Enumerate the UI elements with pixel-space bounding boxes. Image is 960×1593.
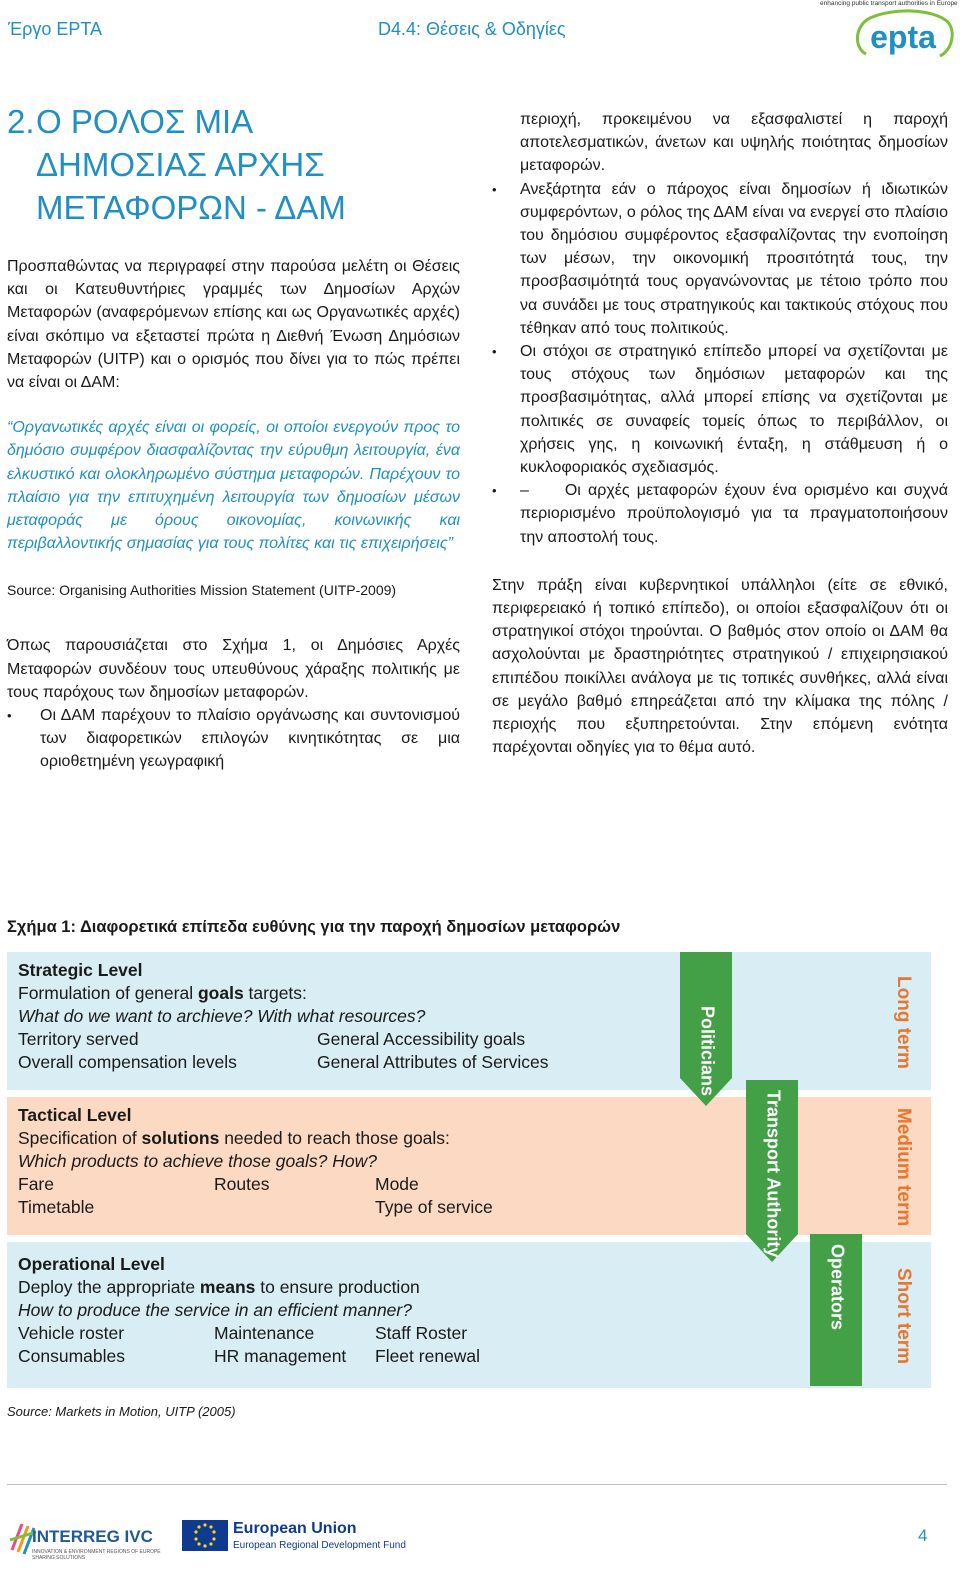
text-part: to ensure production [255, 1277, 420, 1297]
eu-fund-name: European Regional Development Fund [233, 1540, 406, 1551]
text-part: Formulation of general [18, 983, 198, 1003]
medium-term-label: Medium term [893, 1108, 914, 1227]
text-bold: goals [197, 983, 244, 1003]
text-part: Deploy the appropriate [18, 1277, 200, 1297]
operational-item: Fleet renewal [375, 1346, 481, 1366]
operational-item: Vehicle roster [18, 1323, 125, 1343]
tactical-level-question: Which products to achieve those goals? How? [18, 1151, 377, 1171]
operational-item: Staff Roster [375, 1323, 468, 1343]
interreg-name: INTERREG IVC [32, 1527, 153, 1546]
short-term-label: Short term [893, 1268, 914, 1365]
figure-intro-paragraph: Όπως παρουσιάζεται στο Σχήμα 1, οι Δημόσιες Αρχές Μεταφορών συνδέουν τους υπευθύνους χάραξης πολιτικής με τους παρόχους των δημοσίων μεταφορών. [7, 637, 460, 701]
list-item: • Ανεξάρτητα εάν ο πάροχος είναι δημοσίων ή ιδιωτικών συμφερόντων, ο ρόλος της ΔΑΜ είναι να ενεργεί στο πλαίσιο του δημόσιου συμφέροντος εξασφαλίζοντας την ενοποίηση των μέσων, την οικονομική προσιτότητά τους, την προσβασιμότητά τους οργανώνοντας με τέτοιο τρόπο που να συνάδει με τους στρατηγικούς και τακτικούς στόχους που τέθηκαν από τους πολιτικούς. [492, 178, 948, 340]
strategic-level-question: What do we want to archieve? With what resources? [18, 1006, 426, 1026]
left-column [7, 100, 460, 774]
tactical-item: Routes [214, 1174, 270, 1194]
footer-divider [7, 1484, 947, 1485]
figure-source: Source: Markets in Motion, UITP (2005) [7, 1404, 236, 1419]
tactical-item: Mode [375, 1174, 419, 1194]
figure-title: Σχήμα 1: Διαφορετικά επίπεδα ευθύνης για την παροχή δημοσίων μεταφορών [7, 918, 621, 936]
list-item: • – Οι αρχές μεταφορών έχουν ένα ορισμένο και συχνά περιορισμένο προϋπολογισμό για τα πραγματοποιήσουν την αποστολή τους. [492, 479, 948, 549]
tactical-item: Type of service [375, 1197, 493, 1217]
interreg-subtitle: INNOVATION & ENVIRONMENT REGIONS OF EUROPE SHARING SOLUTIONS [32, 1549, 161, 1561]
logo-text: epta [870, 19, 936, 55]
epta-logo-icon [852, 8, 954, 60]
list-item-continued: περιοχή, προκειμένου να εξασφαλιστεί η παροχή αποτελεσματικών, άνετων και υψηλής ποιότητας δημοσίων μεταφορών. [520, 111, 948, 175]
text-bold: means [199, 1277, 256, 1297]
strategic-item: General Accessibility goals [317, 1029, 526, 1049]
eu-flag-icon [182, 1520, 228, 1551]
strategic-item: General Attributes of Services [317, 1052, 549, 1072]
operational-item: HR management [214, 1346, 347, 1366]
transport-authority-label: Transport Authority [763, 1090, 784, 1258]
logo-tagline: enhancing public transport authorities in Europe [820, 0, 958, 7]
text-part: targets: [243, 983, 307, 1003]
operational-item: Consumables [18, 1346, 125, 1366]
deliverable-name: D4.4: Θέσεις & Οδηγίες [378, 19, 566, 39]
right-column [492, 108, 948, 759]
strategic-level-title: Strategic Level [18, 960, 143, 980]
list-item: • Οι ΔΑΜ παρέχουν το πλαίσιο οργάνωσης και συντονισμού των διαφορετικών επιλογών κινητικότητας σε μια οριοθετημένη γεωγραφική [7, 704, 460, 774]
section-number: 2. [7, 103, 35, 140]
politicians-label: Politicians [697, 1006, 718, 1097]
tactical-item: Timetable [18, 1197, 95, 1217]
operators-label: Operators [827, 1244, 848, 1331]
project-name: Έργο EPTA [8, 19, 103, 39]
page-number: 4 [918, 1526, 928, 1545]
section-title: Ο ΡΟΛΟΣ ΜΙΑ ΔΗΜΟΣΙΑΣ ΑΡΧΗΣ ΜΕΤΑΦΟΡΩΝ - ΔΑΜ [36, 103, 346, 226]
text-bold: solutions [141, 1128, 220, 1148]
long-term-label: Long term [893, 976, 914, 1069]
section-heading [7, 100, 407, 229]
list-item: • Οι στόχοι σε στρατηγικό επίπεδο μπορεί να σχετίζονται με τους στόχους των δημόσιων μεταφορών και της προσβασιμότητας, αλλά μπορεί επίσης να σχετίζονται με πολιτικές σε συναφείς τομείς όπως το περιβάλλον, οι χρήσεις γης, η κοινωνική ένταξη, η στάθμευση ή ο κυκλοφοριακός σχεδιασμός. [492, 340, 948, 479]
responsibility-arrows [670, 950, 870, 1400]
operational-item: Maintenance [214, 1323, 315, 1343]
bullet-list-left [7, 704, 460, 774]
bullet-list-right [492, 108, 948, 549]
strategic-item: Territory served [18, 1029, 139, 1049]
text-part: needed to reach those goals: [219, 1128, 450, 1148]
uitp-quote: “Οργανωτικές αρχές είναι οι φορείς, οι οποίοι ενεργούν προς το δημόσιο συμφέρον διασφαλίζοντας την εύρυθμη λειτουργία, ένα ελκυστικό και ολοκληρωμένο σύστημα μεταφορών. Παρέχουν το πλαίσιο για την επιτυχημένη λειτουργία των δημοσίων μέσων μεταφοράς με όρους οικονομίας, κοινωνικής και περιβαλλοντικής σημασίας για τους πολίτες και τις επιχειρήσεις” [7, 419, 460, 553]
tactical-level-title: Tactical Level [18, 1105, 132, 1125]
practice-paragraph: Στην πράξη είναι κυβερνητικοί υπάλληλοι (είτε σε εθνικό, περιφερειακό ή τοπικό επίπεδο), οι οποίοι εξασφαλίζουν ότι οι στρατηγικοί στόχοι τηρούνται. Ο βαθμός στον οποίο οι ΔΑΜ θα ασχολούνται με δραστηριότητες στρατηγικού / επιχειρησιακού επιπέδου ποικίλλει ανάλογα με τις τοπικές συνθήκες, αλλά είναι σε μεγάλο βαθμό επηρεάζεται από την κλίμακα της πόλης / περιοχής που εξυπηρετούνται. Στην επόμενη ενότητα παρέχονται οδηγίες για το θέμα αυτό. [492, 576, 948, 757]
tactical-item: Fare [18, 1174, 54, 1194]
eu-name: European Union [233, 1520, 357, 1537]
page-header [0, 0, 960, 80]
operational-level-title: Operational Level [18, 1254, 165, 1274]
intro-paragraph: Προσπαθώντας να περιγραφεί στην παρούσα μελέτη οι Θέσεις και οι Κατευθυντήριες γραμμές των Δημοσίων Αρχών Μεταφορών (αναφερόμενων επίσης και ως Οργανωτικές αρχές) είναι σκόπιμο να εξεταστεί πρώτα η Διεθνή Ένωση Δημόσιων Μεταφορών (UITP) και ο ορισμός που δίνει για το πώς πρέπει να είναι οι ΔΑΜ: [7, 258, 460, 392]
strategic-item: Overall compensation levels [18, 1052, 237, 1072]
quote-source: Source: Organising Authorities Mission Statement (UITP-2009) [7, 582, 397, 599]
operational-level-question: How to produce the service in an efficient manner? [18, 1300, 412, 1320]
text-part: Specification of [18, 1128, 142, 1148]
